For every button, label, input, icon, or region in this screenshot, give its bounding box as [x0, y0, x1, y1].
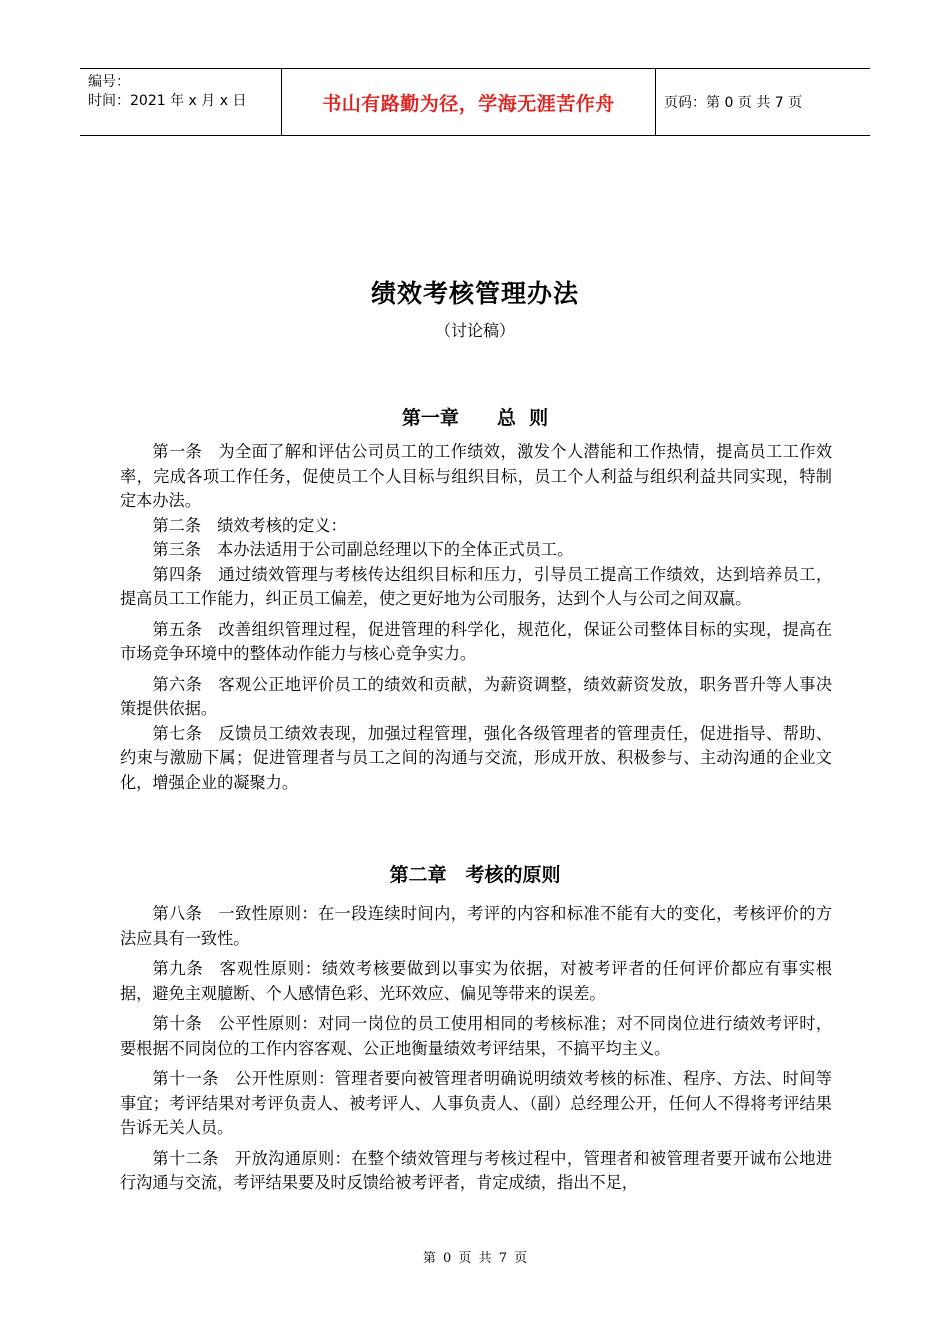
article-number: 第三条: [152, 540, 201, 559]
article-text: 客观性原则：绩效考核要做到以事实为依据，对被考评者的任何评价都应有事实根据，避免主观臆断、个人感情色彩、光环效应、偏见等带来的误差。: [120, 959, 833, 1003]
article-text: 本办法适用于公司副总经理以下的全体正式员工。: [217, 540, 574, 559]
header-meta-cell: [80, 69, 282, 135]
article: [120, 440, 832, 514]
article-text: 反馈员工绩效表现，加强过程管理，强化各级管理者的管理责任，促进指导、帮助、约束与激励下属；促进管理者与员工之间的沟通与交流，形成开放、积极参与、主动沟通的企业文化，增强企业的凝聚力。: [120, 723, 833, 792]
number-label: 编号：: [88, 74, 130, 90]
article: [120, 722, 832, 796]
article-number: 第九条: [152, 959, 204, 978]
article-number: 第七条: [152, 723, 203, 743]
chapter-heading: 第二章 考核的原则: [389, 864, 561, 886]
header-motto-cell: [282, 69, 656, 135]
article-number: 第八条: [152, 904, 203, 923]
page-footer: 第 0 页 共 7 页: [422, 1251, 528, 1266]
article: [120, 1147, 832, 1196]
article-number: 第二条: [152, 515, 201, 535]
article: [120, 514, 832, 539]
article-text: 改善组织管理过程，促进管理的科学化，规范化，保证公司整体目标的实现，提高在市场竞争环境中的整体动作能力与核心竞争实力。: [120, 619, 833, 663]
document-subtitle: （讨论稿）: [434, 321, 515, 340]
article-number: 第六条: [152, 674, 203, 694]
article-text: 客观公正地评价员工的绩效和贡献，为薪资调整，绩效薪资发放，职务晋升等人事决策提供依据。: [120, 674, 833, 718]
page-info: 页码：第 0 页 共 7 页: [664, 95, 803, 111]
article-number: 第十二条: [152, 1148, 219, 1168]
chapter-body: [120, 440, 832, 795]
article-text: 通过绩效管理与考核传达组织目标和压力，引导员工提高工作绩效，达到培养员工，提高员工工作能力，纠正员工偏差，使之更好地为公司服务，达到个人与公司之间双赢。: [120, 564, 833, 608]
chapter-body: [120, 902, 832, 1196]
article-number: 第一条: [152, 442, 203, 461]
article-text: 公平性原则：对同一岗位的员工使用相同的考核标准；对不同岗位进行绩效考评时，要根据不同岗位的工作内容客观、公正地衡量绩效考评结果，不搞平均主义。: [120, 1014, 833, 1058]
article-text: 开放沟通原则：在整个绩效管理与考核过程中，管理者和被管理者要开诚布公地进行沟通与交流，考评结果要及时反馈给被考评者，肯定成绩，指出不足，: [120, 1148, 833, 1192]
time-label: 时间：2021 年 x 月 x 日: [88, 93, 247, 109]
article-number: 第五条: [152, 619, 203, 639]
article-text: 公开性原则：管理者要向被管理者明确说明绩效考核的标准、程序、方法、时间等事宜；考评结果对考评负责人、被考评人、人事负责人、（副）总经理公开，任何人不得将考评结果告诉无关人员。: [120, 1069, 833, 1137]
article: [120, 902, 832, 951]
article: [120, 538, 832, 563]
header-page-cell: [656, 69, 870, 135]
article-text: 为全面了解和评估公司员工的工作绩效，激发个人潜能和工作热情，提高员工工作效率，完成各项工作任务，促使员工个人目标与组织目标，员工个人利益与组织利益共同实现，特制定本办法。: [120, 442, 833, 510]
article: [120, 673, 832, 722]
header-table: [80, 68, 870, 136]
article-number: 第十一条: [152, 1069, 219, 1088]
article: [120, 563, 832, 612]
article-number: 第十条: [152, 1014, 203, 1033]
motto-text: 书山有路勤为径，学海无涯苦作舟: [322, 92, 615, 115]
article: [120, 618, 832, 667]
article-number: 第四条: [152, 564, 203, 584]
article-text: 一致性原则：在一段连续时间内，考评的内容和标准不能有大的变化，考核评价的方法应具有一致性。: [120, 904, 833, 948]
article-text: 绩效考核的定义：: [217, 515, 347, 535]
chapter-heading: 第一章 总 则: [401, 407, 549, 429]
article: [120, 957, 832, 1006]
document-title: 绩效考核管理办法: [370, 279, 579, 308]
article: [120, 1067, 832, 1141]
article: [120, 1012, 832, 1061]
